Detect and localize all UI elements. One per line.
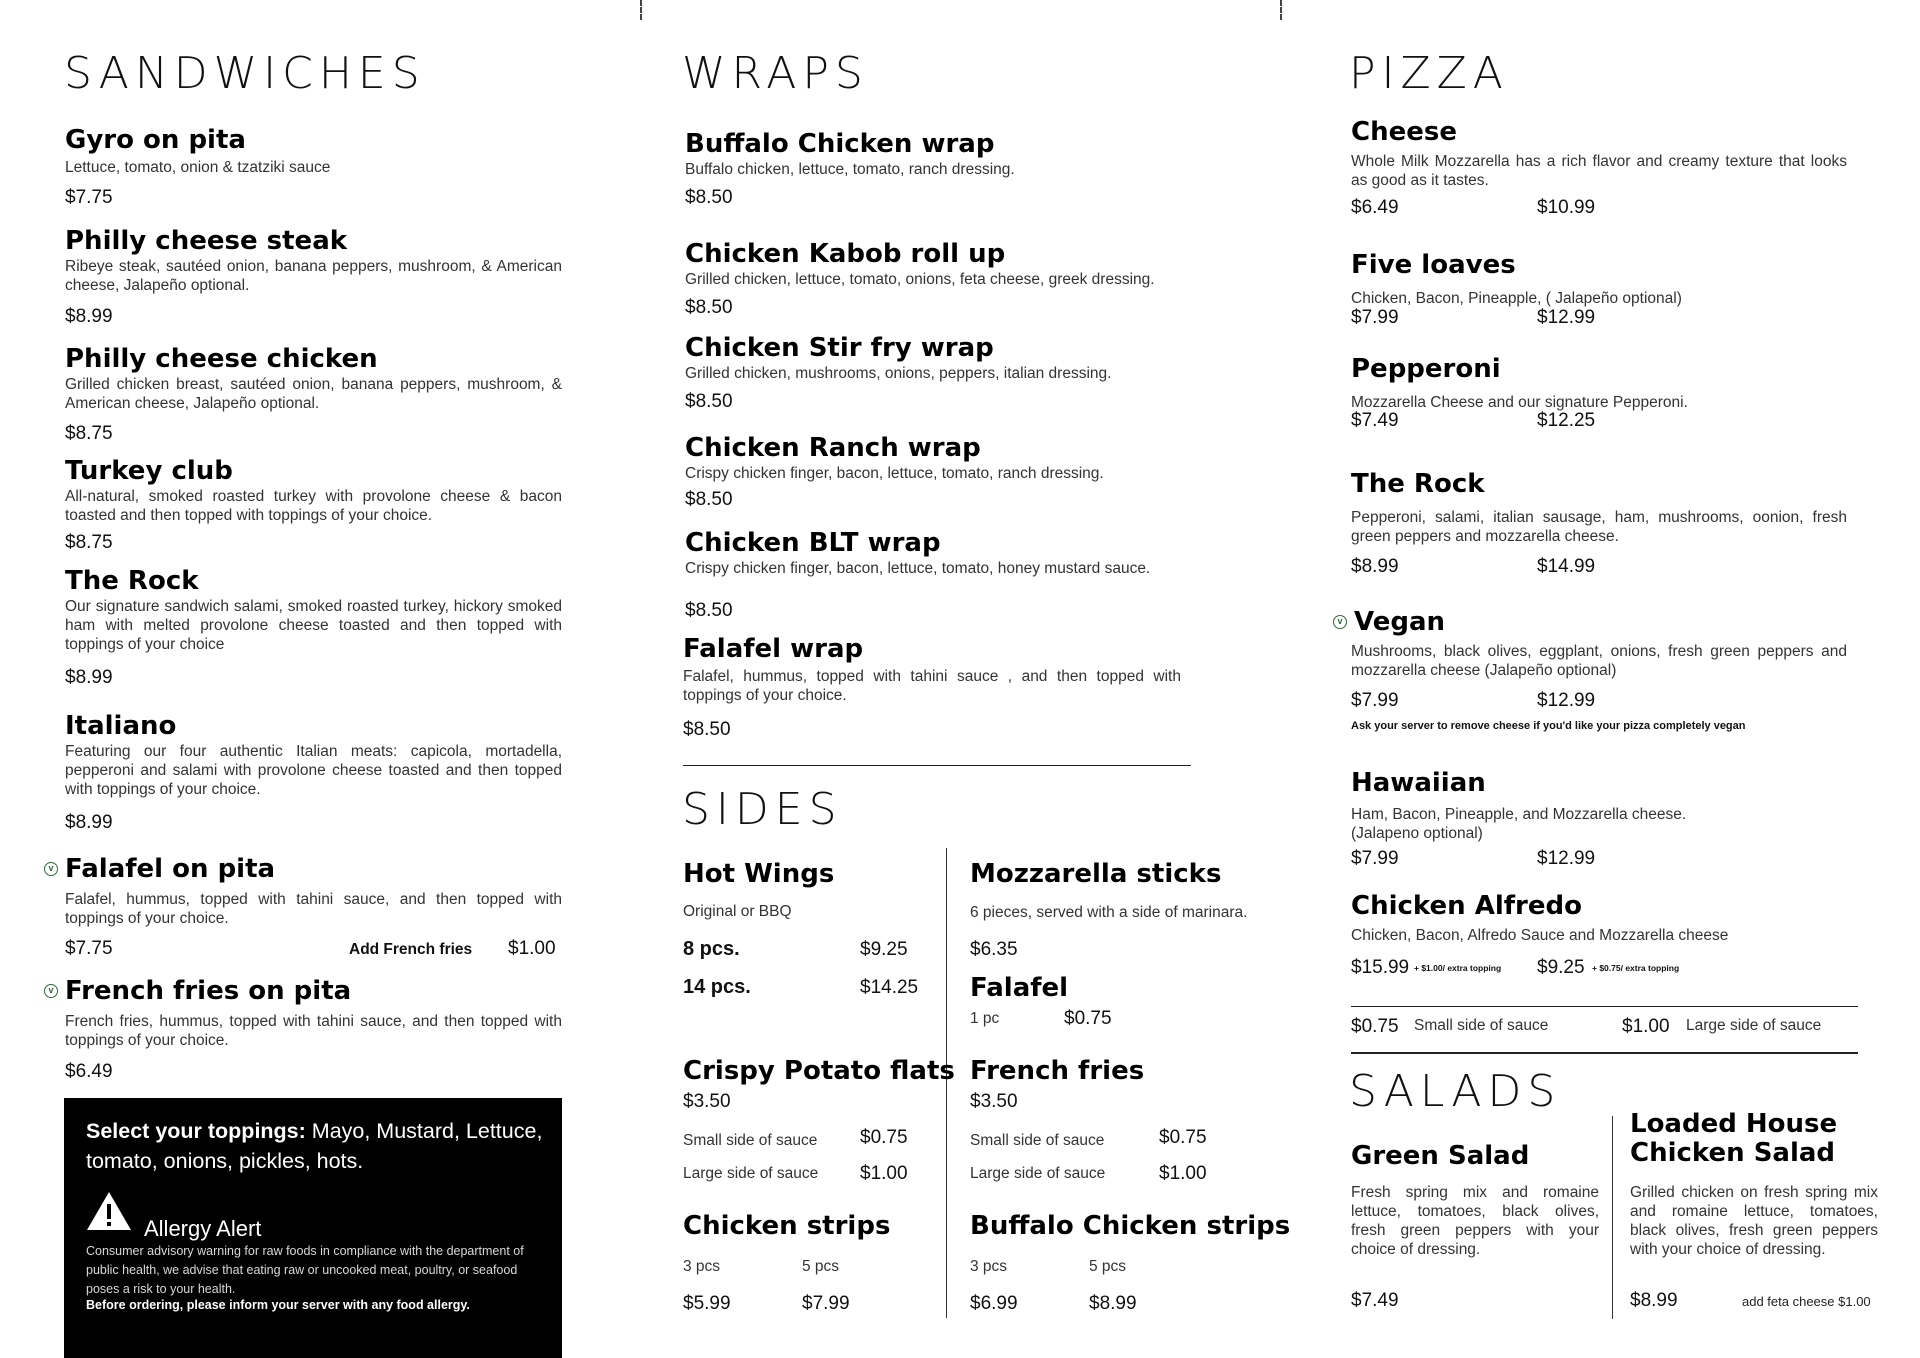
item-price: $8.50 — [683, 719, 731, 740]
allergy-text: Consumer advisory warning for raw foods in compliance with the department of public health, we advise that eating raw or uncooked meat, poultry, or seafood poses a risk to your health. — [86, 1244, 524, 1296]
item-desc: Mushrooms, black olives, eggplant, onions, fresh green peppers and mozzarella cheese (Jalapeño optional) — [1351, 643, 1847, 679]
item-price-large: $10.99 — [1537, 197, 1596, 218]
item-price-large: $14.99 — [1537, 556, 1596, 577]
fold-mark — [1280, 0, 1282, 20]
item-name: The Rock — [1351, 469, 1485, 499]
item-price: $6.49 — [65, 1061, 113, 1082]
item-desc: Lettuce, tomato, onion & tzatziki sauce — [65, 159, 331, 176]
mozzarella-price: $6.35 — [970, 939, 1018, 960]
potato-price: $3.50 — [683, 1091, 731, 1112]
item-price: $8.50 — [685, 187, 733, 208]
menu-item — [685, 128, 1185, 208]
fries-price: $3.50 — [970, 1091, 1018, 1112]
falafel-side-price: $0.75 — [1064, 1008, 1112, 1029]
menu-item — [1351, 468, 1847, 577]
menu-item — [1351, 767, 1847, 869]
fries-name: French fries — [970, 1056, 1145, 1086]
salads-divider — [1612, 1116, 1613, 1319]
menu-item — [65, 710, 562, 833]
item-name: Cheese — [1351, 117, 1457, 147]
menu-item — [685, 527, 1183, 621]
item-desc: Whole Milk Mozzarella has a rich flavor and creamy texture that looks as good as it tastes. — [1351, 153, 1847, 189]
leaf-icon: v — [1333, 615, 1347, 629]
vegan-note: Ask your server to remove cheese if you'd like your pizza completely vegan — [1351, 720, 1746, 732]
item-name: Chicken Stir fry wrap — [685, 333, 994, 363]
item-desc: Ribeye steak, sautéed onion, banana peppers, mushroom, & American cheese, Jalapeño optional. — [65, 258, 562, 294]
menu-item — [65, 975, 562, 1082]
item-name: Buffalo Chicken wrap — [685, 129, 995, 159]
menu-item — [1351, 353, 1847, 431]
divider — [1351, 1006, 1858, 1007]
item-price-large: $12.25 — [1537, 410, 1596, 431]
item-name: Gyro on pita — [65, 125, 246, 155]
extra-topping-large: + $0.75/ extra topping — [1592, 963, 1680, 973]
add-fries-label: Add French fries — [349, 941, 473, 958]
item-name: Vegan — [1354, 607, 1445, 637]
loaded-salad-name-line2: Chicken Salad — [1630, 1138, 1836, 1168]
item-desc: Our signature sandwich salami, smoked roasted turkey, hickory smoked ham with melted provolone cheese toasted and then topped with toppings of your choice — [65, 598, 562, 653]
buffalo-strips-qty1: 3 pcs — [970, 1258, 1008, 1275]
hot-wings-price2: $14.25 — [860, 977, 919, 998]
warning-triangle-icon — [86, 1190, 132, 1232]
item-price: $8.75 — [65, 532, 113, 553]
menu-item — [65, 343, 562, 444]
item-desc: Chicken, Bacon, Pineapple, ( Jalapeño optional) — [1351, 290, 1682, 307]
item-name: Five loaves — [1351, 250, 1516, 280]
item-price: $8.75 — [65, 423, 113, 444]
allergy-title: Allergy Alert — [144, 1216, 262, 1241]
wraps-title: WRAPS — [682, 48, 869, 99]
fold-mark — [640, 0, 642, 20]
potato-small-sauce: Small side of sauce — [683, 1132, 818, 1149]
item-name: Chicken Alfredo — [1351, 891, 1582, 921]
item-price: $8.50 — [685, 489, 733, 510]
item-price: $8.99 — [65, 667, 113, 688]
toppings-box — [64, 1098, 562, 1358]
potato-small-price: $0.75 — [860, 1127, 908, 1148]
toppings-text — [86, 1116, 546, 1176]
fries-small-sauce: Small side of sauce — [970, 1132, 1105, 1149]
hot-wings-opt1: 8 pcs. — [683, 938, 740, 960]
item-desc: French fries, hummus, topped with tahini sauce, and then topped with toppings of your choice. — [65, 1013, 562, 1049]
loaded-salad-price: $8.99 — [1630, 1290, 1678, 1311]
item-name: Chicken Kabob roll up — [685, 239, 1006, 269]
buffalo-strips-qty2: 5 pcs — [1089, 1258, 1127, 1275]
add-fries-price: $1.00 — [508, 938, 556, 959]
menu-item — [1351, 116, 1847, 218]
item-desc: Grilled chicken, mushrooms, onions, peppers, italian dressing. — [685, 365, 1112, 382]
item-price-large: $12.99 — [1537, 307, 1596, 328]
fries-large-sauce: Large side of sauce — [970, 1165, 1106, 1182]
fries-large-price: $1.00 — [1159, 1163, 1207, 1184]
item-price-small: $7.99 — [1351, 690, 1399, 711]
menu-item — [685, 432, 1185, 510]
feta-addon: add feta cheese $1.00 — [1742, 1294, 1871, 1309]
item-price: $8.99 — [65, 812, 113, 833]
item-price-small: $6.49 — [1351, 197, 1399, 218]
item-price: $7.75 — [65, 187, 113, 208]
potato-name: Crispy Potato flats — [683, 1056, 955, 1086]
menu-item — [65, 853, 562, 959]
item-name: The Rock — [65, 566, 199, 596]
item-desc: Mozzarella Cheese and our signature Pepperoni. — [1351, 394, 1688, 411]
item-desc: Grilled chicken, lettuce, tomato, onions, feta cheese, greek dressing. — [685, 271, 1155, 288]
green-salad-desc: Fresh spring mix and romaine lettuce, tomatoes, black olives, fresh green peppers with your choice of dressing. — [1351, 1184, 1599, 1258]
allergy-bold: Before ordering, please inform your server with any food allergy. — [86, 1298, 470, 1312]
strips-qty1: 3 pcs — [683, 1258, 721, 1275]
item-price-large: $9.25 — [1537, 957, 1585, 978]
buffalo-strips-name: Buffalo Chicken strips — [970, 1211, 1291, 1241]
sauce-large-label: Large side of sauce — [1686, 1017, 1822, 1034]
toppings-list: Mayo, Mustard, Lettuce, tomato, onions, pickles, hots. — [86, 1119, 543, 1173]
item-desc: Buffalo chicken, lettuce, tomato, ranch dressing. — [685, 161, 1015, 178]
item-name: Turkey club — [65, 456, 233, 486]
item-desc: Falafel, hummus, topped with tahini sauce , and then topped with toppings of your choice. — [683, 668, 1181, 704]
item-name: French fries on pita — [65, 976, 352, 1006]
item-price: $8.99 — [65, 306, 113, 327]
strips-price1: $5.99 — [683, 1293, 731, 1314]
toppings-label: Select your toppings: — [86, 1119, 306, 1143]
item-price-small: $7.99 — [1351, 848, 1399, 869]
item-price-large: $12.99 — [1537, 848, 1596, 869]
mozzarella-name: Mozzarella sticks — [970, 859, 1222, 889]
menu-item — [65, 565, 562, 688]
item-name: Falafel on pita — [65, 854, 276, 884]
item-name: Chicken Ranch wrap — [685, 433, 981, 463]
potato-large-price: $1.00 — [860, 1163, 908, 1184]
divider — [1351, 1052, 1858, 1054]
buffalo-strips-price1: $6.99 — [970, 1293, 1018, 1314]
sauce-small-price: $0.75 — [1351, 1016, 1399, 1037]
sandwiches-title: SANDWICHES — [64, 48, 426, 99]
hot-wings-desc: Original or BBQ — [683, 903, 792, 920]
item-name: Philly cheese steak — [65, 226, 348, 256]
strips-qty2: 5 pcs — [802, 1258, 840, 1275]
item-name: Pepperoni — [1351, 354, 1501, 384]
leaf-icon: v — [44, 984, 58, 998]
hot-wings-name: Hot Wings — [683, 859, 835, 889]
potato-large-sauce: Large side of sauce — [683, 1165, 819, 1182]
menu-item — [65, 455, 562, 553]
loaded-salad-name-line1: Loaded House — [1630, 1109, 1838, 1139]
loaded-salad-desc: Grilled chicken on fresh spring mix and romaine lettuce, tomatoes, black olives, fresh green peppers with your choice of dressing. — [1630, 1184, 1878, 1258]
sides-title: SIDES — [682, 784, 843, 835]
item-price-small: $8.99 — [1351, 556, 1399, 577]
sauce-small-label: Small side of sauce — [1414, 1017, 1549, 1034]
pizza-title: PIZZA — [1349, 48, 1509, 99]
menu-item — [683, 633, 1181, 740]
item-desc: Grilled chicken breast, sautéed onion, banana peppers, mushroom, & American cheese, Jalapeño optional. — [65, 376, 562, 412]
fries-small-price: $0.75 — [1159, 1127, 1207, 1148]
item-desc: Chicken, Bacon, Alfredo Sauce and Mozzarella cheese — [1351, 927, 1729, 944]
menu-item — [685, 238, 1195, 318]
item-desc: Pepperoni, salami, italian sausage, ham, mushrooms, oonion, fresh green peppers and mozzarella cheese. — [1351, 509, 1847, 545]
item-desc: Crispy chicken finger, bacon, lettuce, tomato, ranch dressing. — [685, 465, 1104, 482]
item-price: $7.75 — [65, 938, 113, 959]
item-name: Chicken BLT wrap — [685, 528, 941, 558]
item-name: Italiano — [65, 711, 177, 741]
green-salad-price: $7.49 — [1351, 1290, 1399, 1311]
menu-item — [1351, 249, 1847, 328]
item-desc: All-natural, smoked roasted turkey with provolone cheese & bacon toasted and then topped with toppings of your choice. — [65, 488, 562, 524]
item-name: Hawaiian — [1351, 768, 1486, 798]
hot-wings-price1: $9.25 — [860, 939, 908, 960]
item-price: $8.50 — [685, 297, 733, 318]
menu-item — [65, 124, 562, 208]
divider — [683, 765, 1191, 766]
falafel-side-name: Falafel — [970, 973, 1069, 1003]
item-price-small: $7.49 — [1351, 410, 1399, 431]
menu-item — [685, 332, 1185, 412]
menu-item — [1351, 606, 1847, 732]
item-price-large: $12.99 — [1537, 690, 1596, 711]
green-salad-name: Green Salad — [1351, 1141, 1530, 1171]
item-desc: Featuring our four authentic Italian meats: capicola, mortadella, pepperoni and salami with provolone cheese toasted and then topped with toppings of your choice. — [65, 743, 562, 798]
item-desc: Ham, Bacon, Pineapple, and Mozzarella cheese. (Jalapeno optional) — [1351, 806, 1687, 842]
item-price: $8.50 — [685, 600, 733, 621]
strips-name: Chicken strips — [683, 1211, 891, 1241]
mozzarella-desc: 6 pieces, served with a side of marinara. — [970, 904, 1248, 921]
hot-wings-opt2: 14 pcs. — [683, 976, 751, 998]
extra-topping-small: + $1.00/ extra topping — [1414, 963, 1502, 973]
item-desc: Crispy chicken finger, bacon, lettuce, tomato, honey mustard sauce. — [685, 560, 1151, 577]
item-price-small: $7.99 — [1351, 307, 1399, 328]
item-price: $8.50 — [685, 391, 733, 412]
item-name: Falafel wrap — [683, 634, 864, 664]
falafel-side-qty: 1 pc — [970, 1010, 1000, 1027]
strips-price2: $7.99 — [802, 1293, 850, 1314]
sauce-large-price: $1.00 — [1622, 1016, 1670, 1037]
loaded-salad-name — [1630, 1110, 1837, 1168]
item-desc: Falafel, hummus, topped with tahini sauce, and then topped with toppings of your choice. — [65, 891, 562, 927]
buffalo-strips-price2: $8.99 — [1089, 1293, 1137, 1314]
item-price-small: $15.99 — [1351, 957, 1410, 978]
menu-item — [1351, 890, 1847, 978]
leaf-icon: v — [44, 862, 58, 876]
salads-title: SALADS — [1349, 1066, 1562, 1117]
menu-item — [65, 225, 562, 327]
item-name: Philly cheese chicken — [65, 344, 378, 374]
